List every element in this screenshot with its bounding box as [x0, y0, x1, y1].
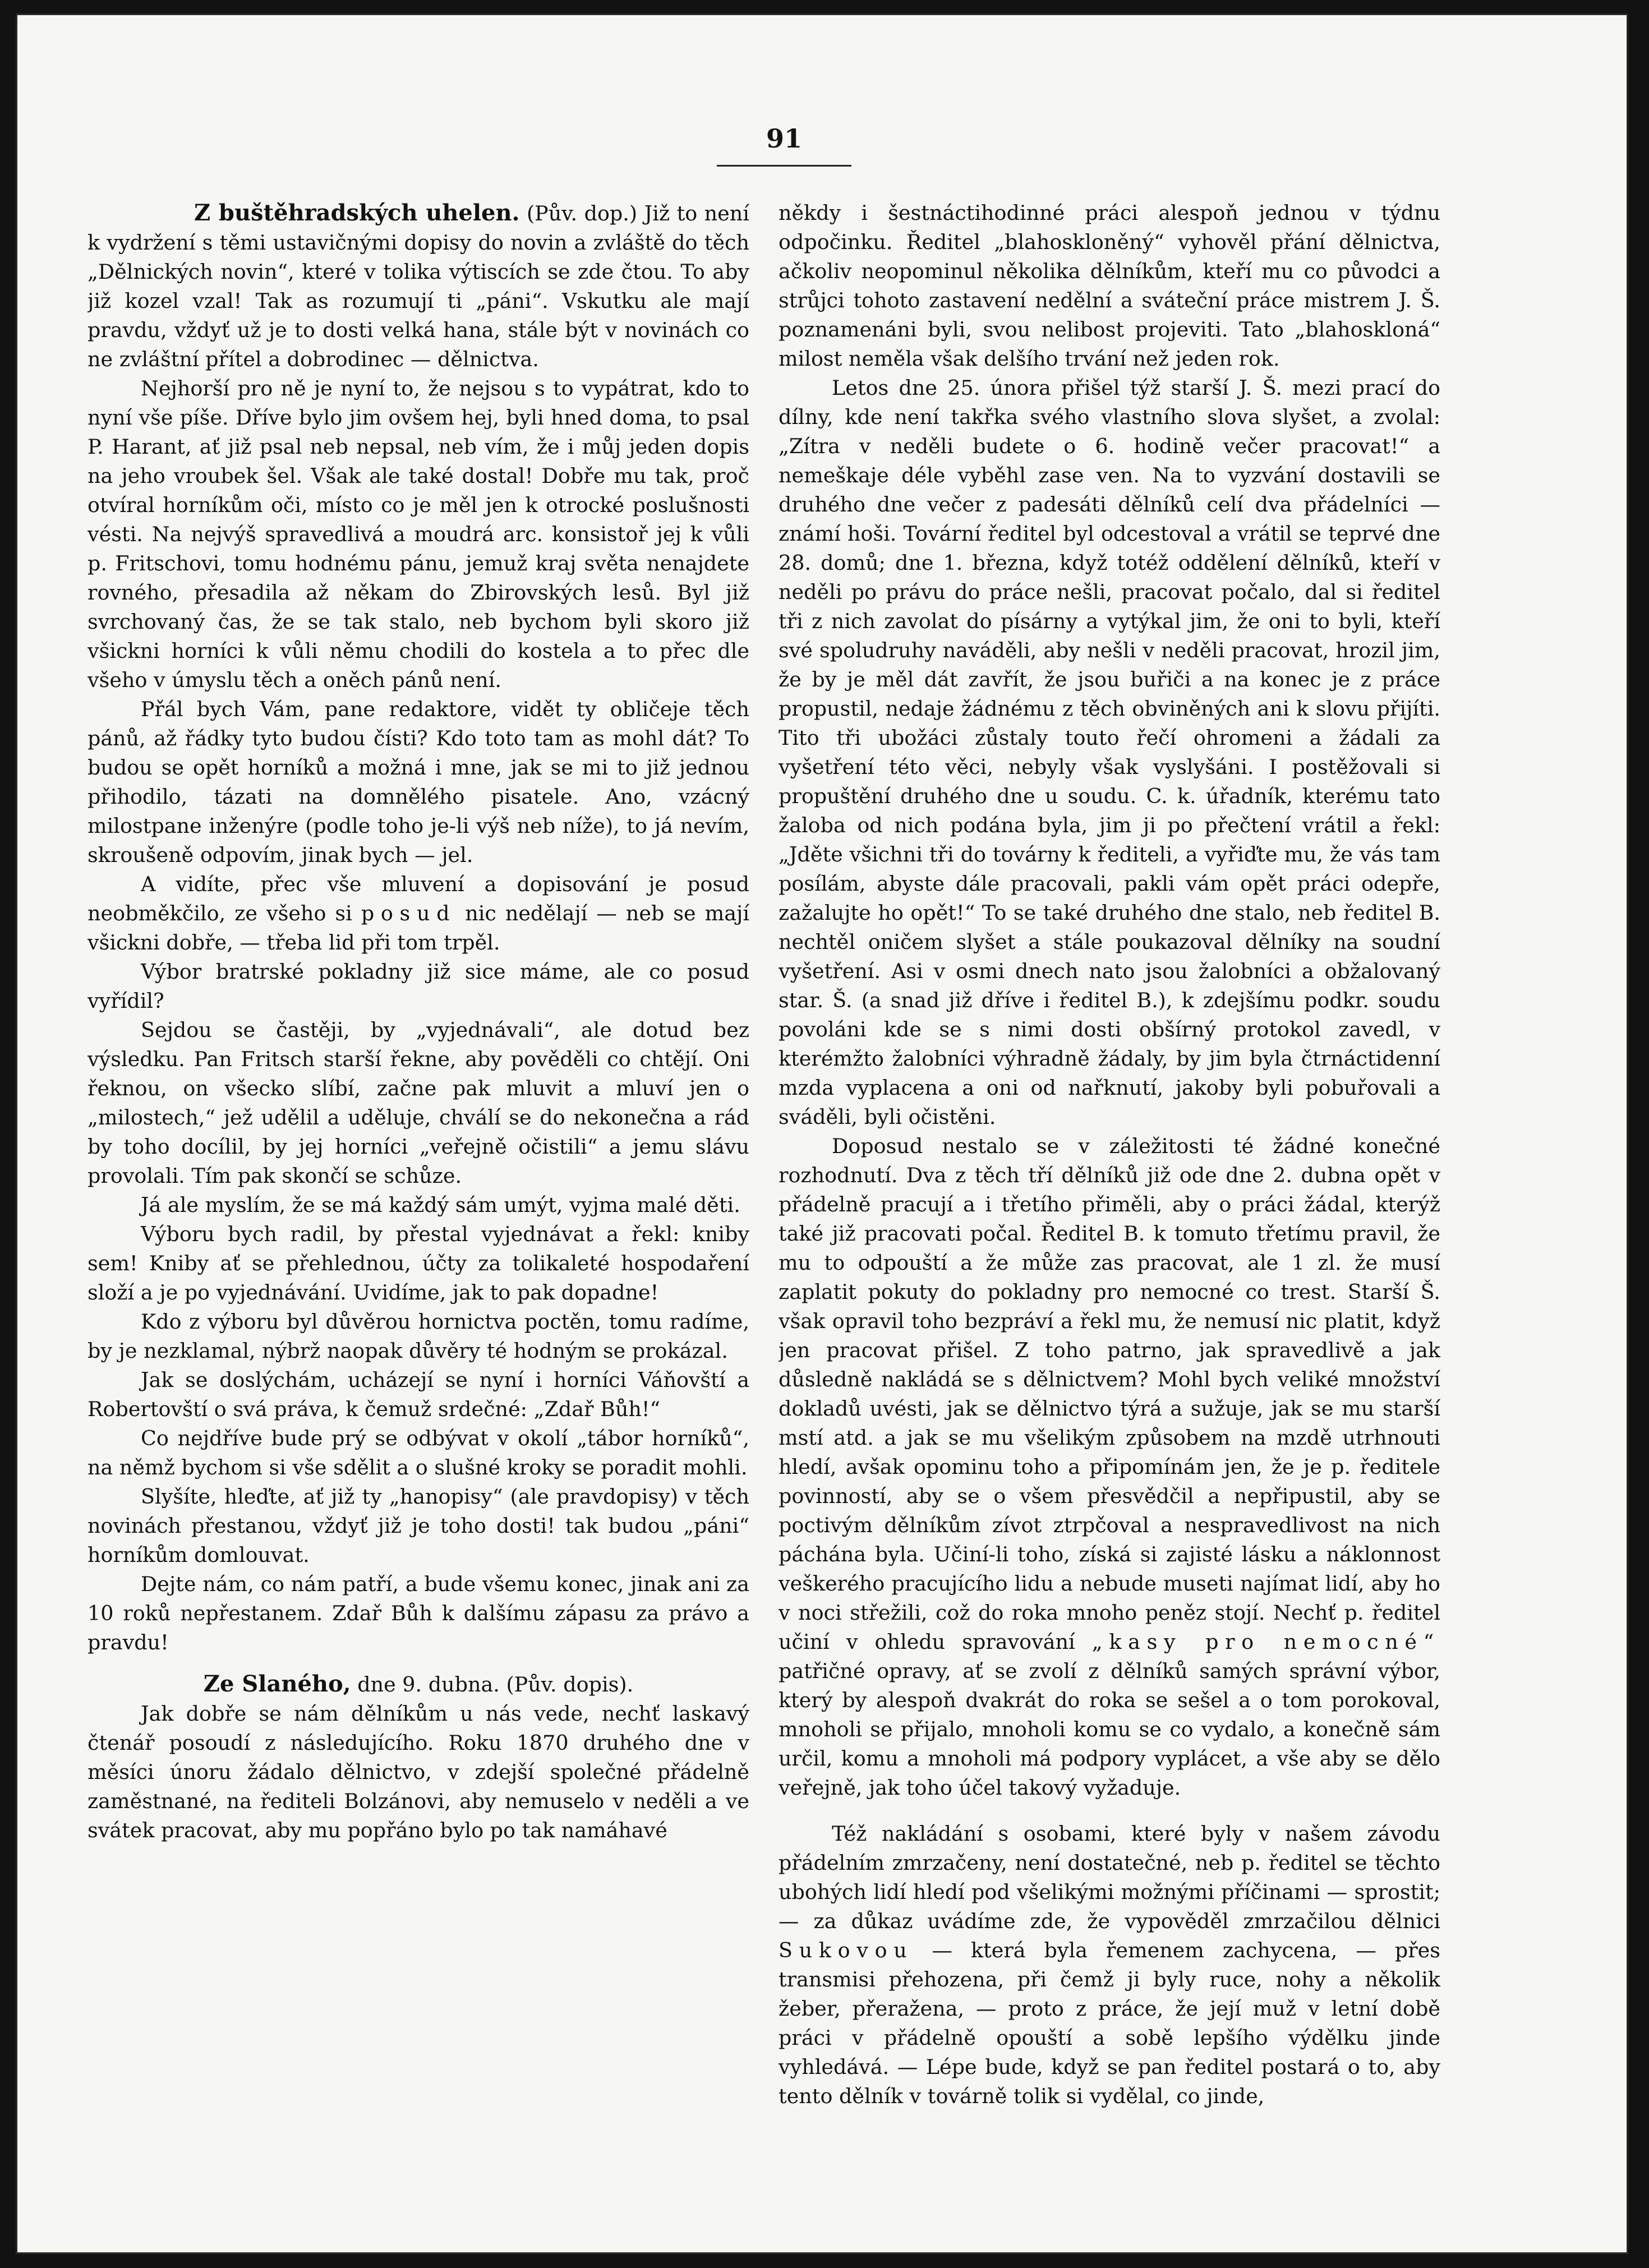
page-number: 91: [766, 123, 802, 154]
article-heading: [87, 1670, 749, 1699]
article-paragraph: [779, 1132, 1440, 1803]
article-paragraph: Nejhorší pro ně je nyní to, že nejsou s to vypátrat, kdo to nyní vše píše. Dříve bylo jim ovšem hej, byli hned doma, to psal P. Harant, ať již psal neb nepsal, neb vím, že i můj jeden dopis na jeho vroubek šel. Však ale také dostal! Dobře mu tak, proč otvíral horníkům oči, místo co je měl jen k otrocké poslušnosti vésti. Na nejvýš spravedlivá a moudrá arc. konsistoř jej k vůli p. Fritschovi, tomu hodnému pánu, jemuž kraj světa nenajdete rovného, přesadila až někam do Zbirovských lesů. Byl již svrchovaný čas, že se tak stalo, neb bychom byli skoro již všickni horníci k vůli němu chodili do kostela a to přec dle všeho v úmyslu těch a oněch pánů není.: [87, 376, 749, 692]
spaced-phrase: „kasy pro nemocné“: [1091, 1630, 1440, 1654]
article-paragraph: Dejte nám, co nám patří, a bude všemu konec, jinak ani za 10 roků nepřestanem. Zdař Bůh k dalšímu zápasu za právo a pravdu!: [87, 1572, 749, 1654]
article-paragraph: Výboru bych radil, by přestal vyjednávat a řekl: kniby sem! Kniby ať se přehlednou, účty za tolikaleté hospodaření složí a je po vyjednávání. Uvidíme, jak to pak dopadne!: [87, 1222, 749, 1304]
article-paragraph: Slyšíte, hleďte, ať již ty „hanopisy“ (ale pravdopisy) v těch novinách přestanou, vždyť již je toho dosti! tak budou „páni“ horníkům domlouvat.: [87, 1485, 749, 1567]
article-paragraph: Jak dobře se nám dělníkům u nás vede, nechť laskavý čtenář posoudí z následujícího. Roku 1870 druhého dne v měsíci únoru žádalo dělnictvo, v zdejší společné přádelně zaměstnané, na řediteli Bolzánovi, aby nemuselo v neděli a ve svátek pracovat, aby mu popřáno bylo po tak namáhavé: [87, 1702, 749, 1842]
article-paragraph-text: Již to není k vydržení s těmi ustavičnými dopisy do novin a zvláště do těch „Dělnických novin“, které v tolika výtiscích se zde čtou. To aby již kozel vzal! Tak as rozumují ti „páni“. Vskutku ale mají pravdu, vždyť už je to dosti velká hana, stále být v novinách co ne zvláštní přítel a dobrodinec — dělnictva.: [87, 201, 749, 371]
article-paragraph: Já ale myslím, že se má každý sám umýt, vyjma malé děti.: [141, 1193, 740, 1217]
newspaper-page: [16, 13, 1628, 2254]
paragraph-text: nic nedělají — neb se mají všickni dobře, — třeba lid při tom trpěl.: [87, 901, 749, 955]
paragraph-text: patřičné opravy, ať se zvolí z dělníků samých správní výbor, který by alespoň dvakrát do roka se sešel a o tom porokoval, mnoholi se přijalo, mnoholi komu se co vydalo, a konečně sám určil, komu a mnoholi má podpory vyplácet, a vše aby se dělo veřejně, jak toho účel takový vyžaduje.: [779, 1659, 1440, 1800]
article-paragraph: Kdo z výboru byl důvěrou hornictva poctěn, tomu radíme, by je nezklamal, nýbrž naopak důvěry té hodným se prokázal.: [87, 1310, 749, 1363]
paragraph-text: A vidíte, přec vše mluvení a dopisování je posud neobměkčilo, ze všeho si: [87, 872, 749, 925]
article-source: (Pův. dop.): [526, 201, 638, 225]
header-rule: [717, 165, 851, 167]
article-source: (Pův. dopis).: [506, 1672, 634, 1697]
article-paragraph: Přál bych Vám, pane redaktore, vidět ty obličeje těch pánů, až řádky tyto budou čísti? Kdo toto tam as mohl dát? To budou se opět horníků a možná i mne, jak se mi to již jednou přihodilo, tázati na domnělého pisatele. Ano, vzácný milostpane inženýre (podle toho je-li výš neb níže), to já nevím, skroušeně odpovím, jinak bych — jel.: [87, 697, 749, 867]
article-title: Ze Slaného,: [203, 1671, 351, 1697]
article-paragraph: někdy i šestnáctihodinné práci alespoň jednou v týdnu odpočinku. Ředitel „blahoskloněný“ vyhověl přání dělnictva, ačkoliv neopominul několika dělníkům, kteří mu co původci a strůjci tohoto zastavení nedělní a sváteční práce mistrem J. Š. poznamenáni byli, svou nelibost projeviti. Tato „blahoskloná“ milost neměla však delšího trvání než jeden rok.: [779, 201, 1440, 371]
article-paragraph: Sejdou se častěji, by „vyjednávali“, ale dotud bez výsledku. Pan Fritsch starší řekne, aby pověděli co chtějí. Oni řeknou, on všecko slíbí, začne pak mluvit a mluví jen o „milostech,“ jež udělil a uděluje, chválí se do nekonečna a rád by toho docílil, by jej horníci „veřejně očistili“ a jemu slávu provolali. Tím pak skončí se schůze.: [87, 1018, 749, 1188]
spaced-word: posud: [361, 901, 457, 925]
article-paragraph: [87, 199, 749, 374]
article-paragraph: Jak se doslýchám, ucházejí se nyní i horníci Váňovští a Robertovští o svá práva, k čemuž srdečné: „Zdař Bůh!“: [87, 1368, 749, 1421]
article-paragraph: Výbor bratrské pokladny již sice máme, ale co posud vyřídil?: [87, 960, 749, 1013]
left-column: [87, 199, 749, 2218]
spaced-name: Sukovou: [779, 1938, 914, 1962]
paragraph-text: Doposud nestalo se v záležitosti té žádné konečné rozhodnutí. Dva z těch tří dělníků již ode dne 2. dubna opět v přádelně pracují a i třetího přiměli, aby o práci žádal, kterýž také již pracovati počal. Ředitel B. k tomuto třetímu pravil, že mu to odpouští a že může zas pracovat, ale 1 zl. že musí zaplatit pokuty do pokladny pro nemocné co trest. Starší Š. však opravil toho bezpráví a řekl mu, že nemusí nic platit, když jen pracovat přišel. Z toho patrno, jak spravedlivě a jak důsledně nakládá se s dělnictvem? Mohl bych veliké množství dokladů uvésti, jak se dělnictvo týrá a sužuje, jak se mu starší mstí atd. a jak se mu všelikým způsobem na mzdě utrhnouti hledí, avšak opominu toho a připomínám jen, že je p. ředitele povinností, aby se o všem přesvědčil a nepřipustil, aby se poctivým dělníkům zívot ztrpčoval a nespravedlivost na nich páchána byla. Učiní-li toho, získá si zajisté lásku a náklonnost veškerého pracujícího lidu a nebude museti najímat lidí, aby ho v noci střežili, což do roka mnoho peněz stojí. Nechť p. ředitel učiní v ohledu spravování: [779, 1134, 1440, 1654]
right-column: [779, 199, 1440, 2218]
paragraph-text: Též nakládání s osobami, které byly v našem závodu přádelním zmrzačeny, není dostatečné, neb p. ředitel se těchto ubohých lidí hledí pod všelikými možnými příčinami — sprostit; — za důkaz uvádíme zde, že vypověděl zmrzačilou dělnici: [779, 1822, 1440, 1933]
article-dateline: dne 9. dubna.: [357, 1672, 500, 1697]
article-paragraph: Co nejdříve bude prý se odbývat v okolí „tábor horníků“, na němž bychom si vše sdělit a o slušné kroky se poradit mohli.: [87, 1426, 749, 1479]
article-paragraph: [779, 1819, 1440, 2111]
article-title: Z buštěhradských uhelen.: [194, 200, 520, 226]
article-paragraph: Letos dne 25. února přišel týž starší J. Š. mezi prací do dílny, kde není takřka svého vlastního slova slyšet, a zvolal: „Zítra v neděli budete o 6. hodině večer pracovat!“ a nemeškaje déle vyběhl zase ven. Na to vyzvání dostavili se druhého dne večer z padesáti dělníků celí dva přádelníci — známí hoši. Tovární ředitel byl odcestoval a vrátil se teprvé dne 28. domů; dne 1. března, když totéž oddělení dělníků, kteří v neděli po právu do práce nešli, pracovat počalo, dal si ředitel tři z nich zavolat do písárny a vytýkal jim, že oni to byli, kteří své spoludruhy naváděli, aby nešli v neděli pracovat, hrozil jim, že by je měl dát zavřít, že jsou buřiči a na konec je z práce propustil, nedaje žádnému z těch obviněných ani k slovu přijíti. Tito tři ubožáci zůstaly touto řečí ohromeni a žádali za vyšetření této věci, nebyly však vyslyšáni. I postěžovali si propuštění druhého dne u soudu. C. k. úřadník, kterému tato žaloba od nich podána byla, jim ji po přečtení vrátil a řekl: „Jděte všichni tři do továrny k řediteli, a vyřiďte mu, že vás tam posílám, abyste dále pracovali, pakli vám opět práci odepře, zažalujte ho opět!“ To se také druhého dne stalo, neb ředitel B. nechtěl oničem slyšet a stále poukazoval dělníky na soudní vyšetření. Asi v osmi dnech nato jsou žalobníci a obžalovaný star. Š. (a snad již dříve i ředitel B.), k zdejšímu podkr. soudu povoláni kde se s nimi dosti obšírný protokol zavedl, v kterémžto žalobníci výhradně žádaly, by jim byla čtrnáctidenní mzda vyplacena a oni od nařknutí, jakoby byli pobuřovali a sváděli, byli očistěni.: [779, 376, 1440, 1129]
article-paragraph: [87, 870, 749, 957]
paragraph-text: — která byla řemenem zachycena, — přes transmisi přehozena, při čemž ji byly ruce, nohy a několik žeber, přeražena, — proto z práce, že její muž v letní době práci v přádelně opouští a sobě lepšího výdělku jinde vyhledává. — Lépe bude, když se pan ředitel postará o to, aby tento dělník v továrně tolik si vydělal, co jinde,: [779, 1938, 1440, 2108]
